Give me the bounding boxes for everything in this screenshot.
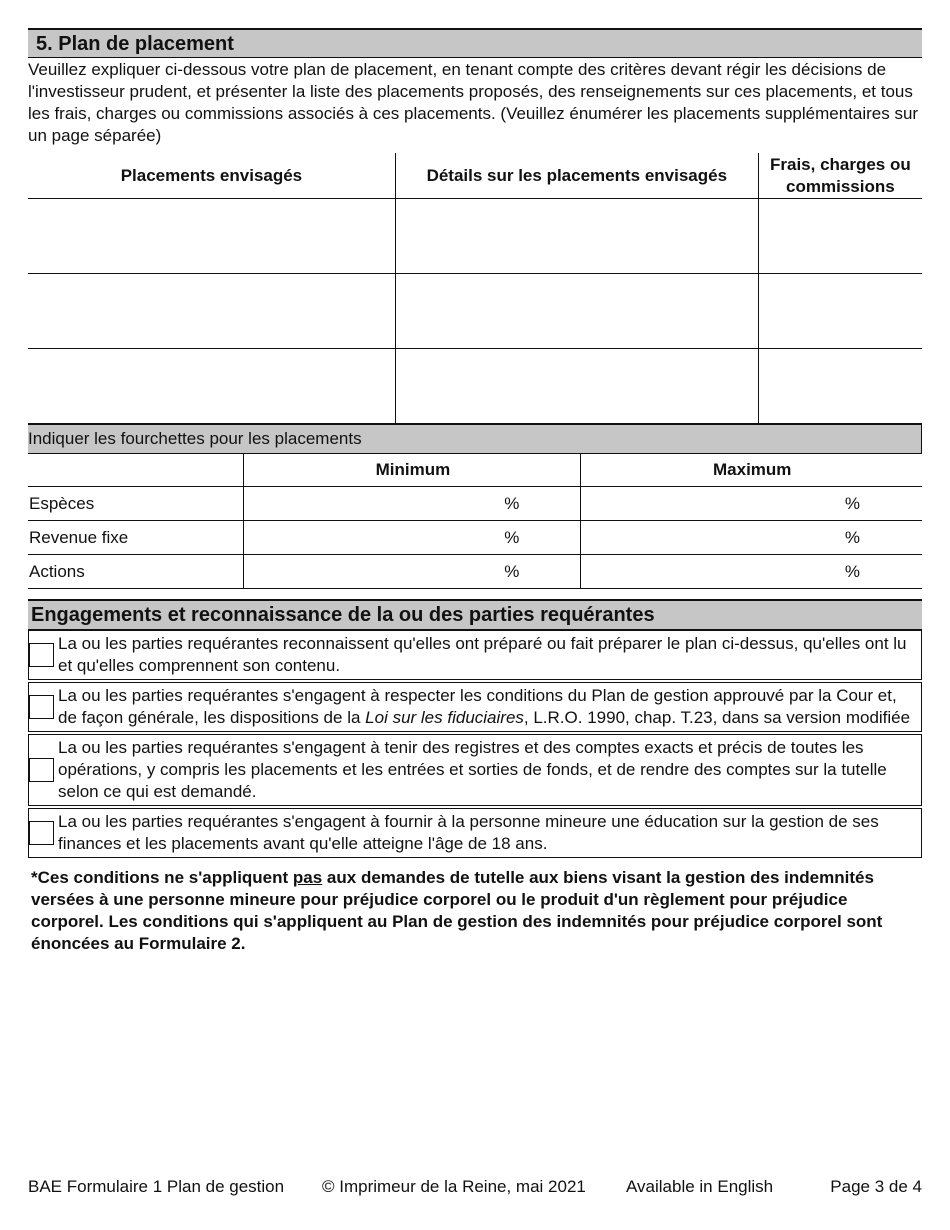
footer-page-number: Page 3 de 4	[830, 1177, 922, 1196]
form-page	[28, 28, 922, 955]
fixed-income-minimum-field[interactable]: %	[244, 521, 581, 555]
ranges-header-row	[28, 454, 922, 487]
engagements-title: Engagements et reconnaissance de la ou des parties requérantes	[28, 599, 922, 630]
footer-form-name: BAE Formulaire 1 Plan de gestion	[28, 1177, 285, 1196]
engagement-checkbox-2[interactable]	[29, 695, 54, 719]
note-start: *Ces conditions ne s'appliquent	[31, 868, 293, 887]
header-investment-details: Détails sur les placements envisagés	[395, 153, 758, 199]
engagement-checkbox-3[interactable]	[29, 758, 54, 782]
cash-maximum-field[interactable]: %	[581, 487, 922, 521]
investments-table	[28, 153, 922, 425]
table-row	[28, 349, 922, 425]
investment-cell[interactable]	[28, 199, 395, 274]
fees-cell[interactable]	[758, 349, 922, 425]
section-5-instructions: Veuillez expliquer ci-dessous votre plan de placement, en tenant compte des critères devant régir les décisions de l'investisseur prudent, et présenter la liste des placements proposés, des renseignements sur ces placements, et tous les frais, charges ou commissions associés à ces placements. (Veuillez énumérer les placements supplémentaires sur un page séparée)	[28, 60, 919, 145]
engagement-checkbox-1[interactable]	[29, 643, 54, 667]
note-underlined: pas	[292, 868, 323, 887]
table-row	[28, 555, 922, 589]
engagement-text: La ou les parties requérantes s'engagent à tenir des registres et des comptes exacts et précis de toutes les opérations, y compris les placements et les entrées et sorties de fonds, et de rendre des comptes sur la tutelle selon ce qui est demandé.	[58, 738, 887, 801]
details-cell[interactable]	[395, 199, 758, 274]
investment-cell[interactable]	[28, 274, 395, 349]
engagement-text: La ou les parties requérantes reconnaissent qu'elles ont préparé ou fait préparer le plan ci-dessus, qu'elles ont lu et qu'elles comprennent son contenu.	[58, 634, 907, 675]
conditions-note	[28, 867, 922, 955]
fees-cell[interactable]	[758, 199, 922, 274]
fees-cell[interactable]	[758, 274, 922, 349]
footer-copyright: © Imprimeur de la Reine, mai 2021	[322, 1177, 586, 1196]
ranges-table	[28, 454, 922, 589]
range-label-equities: Actions	[28, 555, 244, 589]
details-cell[interactable]	[395, 349, 758, 425]
header-fees: Frais, charges ou commissions	[758, 153, 922, 199]
engagement-text-start: La ou les parties requérantes s'engagent à respecter les conditions du Plan de gestion approuvé par la Cour et, de façon générale, les dispositions de la	[58, 686, 897, 727]
table-row	[28, 199, 922, 274]
header-maximum: Maximum	[581, 454, 922, 487]
range-label-cash: Espèces	[28, 487, 244, 521]
engagement-item	[28, 734, 922, 806]
investment-cell[interactable]	[28, 349, 395, 425]
equities-maximum-field[interactable]: %	[581, 555, 922, 589]
engagement-item	[28, 682, 922, 732]
table-row	[28, 521, 922, 555]
engagement-text: La ou les parties requérantes s'engagent à fournir à la personne mineure une éducation sur la gestion de ses finances et les placements avant qu'elle atteigne l'âge de 18 ans.	[58, 812, 879, 853]
engagements-list	[28, 630, 922, 858]
engagement-text-end: , L.R.O. 1990, chap. T.23, dans sa version modifiée	[523, 708, 911, 727]
engagement-checkbox-4[interactable]	[29, 821, 54, 845]
fixed-income-maximum-field[interactable]: %	[581, 521, 922, 555]
ranges-title: Indiquer les fourchettes pour les placements	[28, 425, 922, 454]
table-row	[28, 274, 922, 349]
header-planned-investments: Placements envisagés	[28, 153, 395, 199]
table-row	[28, 487, 922, 521]
equities-minimum-field[interactable]: %	[244, 555, 581, 589]
cash-minimum-field[interactable]: %	[244, 487, 581, 521]
note-end: aux demandes de tutelle aux biens visant la gestion des indemnités versées à une personne mineure pour préjudice corporel ou le produit d'un règlement pour préjudice corporel. Les conditions qui s'appliquent au Plan de gestion des indemnités pour préjudice corporel sont énoncées au Formulaire 2.	[31, 868, 883, 953]
act-title: Loi sur les fiduciaires	[365, 708, 524, 727]
engagement-item	[28, 808, 922, 858]
details-cell[interactable]	[395, 274, 758, 349]
section-5-title: 5. Plan de placement	[28, 28, 922, 58]
ranges-header-blank	[28, 454, 244, 487]
range-label-fixed-income: Revenue fixe	[28, 521, 244, 555]
header-minimum: Minimum	[244, 454, 581, 487]
footer-language: Available in English	[626, 1177, 774, 1196]
investments-header-row	[28, 153, 922, 199]
engagement-item	[28, 630, 922, 680]
